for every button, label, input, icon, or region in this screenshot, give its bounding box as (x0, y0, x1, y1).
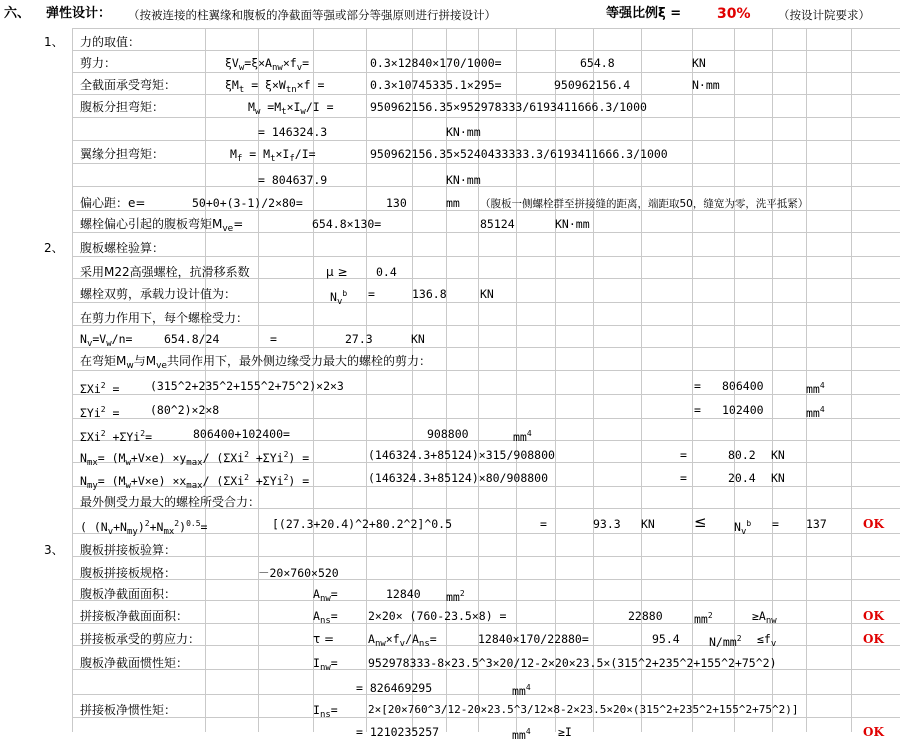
nmx-calc: (146324.3+85124)×315/908800 (368, 448, 555, 462)
flange-moment-calc: 950962156.35×5240433333.3/6193411666.3/1000 (370, 147, 668, 161)
resultant-cap-eq: = (772, 517, 779, 531)
resultant-cap-value: 137 (806, 517, 827, 531)
section-title: 弹性设计： (46, 6, 112, 21)
tau-ok-badge: OK (863, 632, 884, 646)
resultant-unit: KN (641, 517, 655, 531)
resultant-cap-symbol: $N_v^b$ (734, 519, 752, 537)
nmx-eq: = (680, 448, 687, 462)
ecc-value: 130 (386, 196, 407, 210)
nv-eq: = (270, 332, 277, 346)
ecc-unit: mm (446, 196, 460, 210)
sum-yi-calc: (80^2)×2×8 (150, 403, 220, 417)
inw-symbol: $I_{nw}=$ (313, 656, 338, 673)
resultant-ok-badge: OK (863, 517, 884, 531)
s2-number: 2、 (44, 241, 64, 255)
nmy-calc: (146324.3+85124)×80/908800 (368, 471, 549, 485)
s3-title: 腹板拼接板验算： (80, 543, 177, 557)
tau-calc: 12840×170/22880= (478, 632, 589, 646)
sum-xi-eq: = (694, 379, 701, 393)
tau-symbol: τ = (313, 632, 335, 646)
capacity-eq: = (368, 287, 375, 301)
ins-label: 拼接板净惯性矩： (80, 703, 177, 717)
resultant-eq: = (540, 517, 547, 531)
ecc-calc: 50+0+(3-1)/2×80= (192, 196, 303, 210)
capacity-symbol: $N_v^b$ (330, 289, 348, 307)
ans-calc: 2×20× (760-23.5×8) = (368, 609, 507, 623)
resultant-compare: ≤ (694, 513, 707, 531)
ecc-label: 偏心距：e= (80, 196, 146, 210)
resultant-title: 最外侧受力最大的螺栓所受合力： (80, 495, 261, 509)
sum-yi-eq: = (694, 403, 701, 417)
web-moment-label: 腹板分担弯矩： (80, 100, 165, 114)
nv-value: 27.3 (345, 332, 373, 346)
tau-unit: $N/mm^2$ (709, 634, 742, 649)
s3-number: 3、 (44, 543, 64, 557)
s2-title: 腹板螺栓验算： (80, 241, 165, 255)
inw-result: = 826469295 (356, 681, 433, 695)
capacity-label: 螺栓双剪，承载力设计值为： (80, 287, 237, 301)
section-note: （按被连接的柱翼缘和腹板的净截面等强或部分等强原则进行拼接设计） (128, 8, 496, 22)
ins-result: = 1210235257 (356, 725, 440, 739)
moment-label: 全截面承受弯矩： (80, 78, 177, 92)
ans-compare: $\ge A_{nw}$ (752, 609, 777, 626)
ratio-label: 等强比例ξ = (606, 6, 682, 21)
sum-xi-label: ΣXi$^2$ = (80, 381, 120, 396)
web-moment-unit: KN·mm (446, 125, 481, 139)
sum-yi-value: 102400 (722, 403, 764, 417)
sum-xi-calc: (315^2+235^2+155^2+75^2)×2×3 (150, 379, 344, 393)
inw-unit: $mm^4$ (512, 683, 531, 698)
tau-label: 拼接板承受的剪应力： (80, 632, 201, 646)
nmy-unit: KN (771, 471, 785, 485)
plate-spec-label: 腹板拼接板规格： (80, 566, 177, 580)
tau-compare: $\le f_v$ (757, 632, 777, 649)
shear-formula: $\xi V_w=\xi\times A_{nw}\times f_v=$ (225, 56, 310, 73)
capacity-unit: KN (480, 287, 494, 301)
bolt-label: 采用M22高强螺栓，抗滑移系数 (80, 265, 250, 279)
moment-unit: N·mm (692, 78, 720, 92)
shear-label: 剪力： (80, 56, 117, 70)
section-number: 六、 (4, 6, 31, 21)
ecc-moment-value: 85124 (480, 217, 515, 231)
ans-symbol: $A_{ns}=$ (313, 609, 338, 626)
shear-value: 654.8 (580, 56, 615, 70)
nv-calc: 654.8/24 (164, 332, 220, 346)
moment-bolt-title: 在弯矩$M_w$与$M_{ve}$共同作用下，最外侧边缘受力最大的螺栓的剪力： (80, 354, 431, 371)
shear-title: 在剪力作用下，每个螺栓受力： (80, 311, 249, 325)
sum-xy-unit: $mm^4$ (513, 429, 532, 444)
ecc-moment-label: 螺栓偏心引起的腹板弯矩$M_{ve}=$ (80, 217, 244, 234)
resultant-formula: ( $(N_v+N_{my})^2+N_{mx}^2)^{0.5}=$ (80, 519, 208, 537)
flange-moment-unit: KN·mm (446, 173, 481, 187)
nmx-value: 80.2 (728, 448, 756, 462)
bolt-mu: μ ≥ (326, 265, 348, 279)
ins-calc: 2×[20×760^3/12-20×23.5^3/12×8-2×23.5×20×(315^2+235^2+155^2+75^2)] (368, 703, 799, 716)
ins-compare: ≥I (558, 725, 572, 739)
nv-formula: $N_v=V_w/n=$ (80, 332, 133, 349)
moment-value: 950962156.4 (554, 78, 631, 92)
moment-calc: 0.3×10745335.1×295= (370, 78, 502, 92)
web-moment-result: = 146324.3 (258, 125, 328, 139)
ratio-note: （按设计院要求） (778, 8, 870, 22)
inw-label: 腹板净截面惯性矩： (80, 656, 189, 670)
ans-unit: $mm^2$ (694, 611, 713, 626)
s1-number: 1、 (44, 35, 64, 49)
anw-label: 腹板净截面面积： (80, 587, 177, 601)
ecc-note: （腹板一侧螺栓群至拼接缝的距离，端距取50，缝宽为零，洗平抵紧） (480, 198, 809, 210)
nv-unit: KN (411, 332, 425, 346)
flange-moment-formula: $M_f = M_t\times I_f/I=$ (230, 147, 316, 164)
sum-xy-calc: 806400+102400= (193, 427, 290, 441)
capacity-value: 136.8 (412, 287, 447, 301)
tau-formula: $A_{nw}\times f_v/A_{ns}=$ (368, 632, 437, 649)
sum-xi-unit: $mm^4$ (806, 381, 825, 396)
nmx-formula: $N_{mx}= (M_w+V\times e) \times y_{max}/$ (ΣXi$^2$ +ΣYi$^2$) = (80, 450, 310, 468)
nmy-formula: $N_{my}= (M_w+V\times e) \times x_{max}/$ (ΣXi$^2$ +ΣYi$^2$) = (80, 473, 310, 491)
sum-xi-value: 806400 (722, 379, 764, 393)
anw-unit: $mm^2$ (446, 589, 465, 604)
anw-value: 12840 (386, 587, 421, 601)
plate-spec-value: －20×760×520 (258, 566, 339, 580)
ans-value: 22880 (628, 609, 663, 623)
ecc-moment-unit: KN·mm (555, 217, 590, 231)
ratio-value: 30% (717, 6, 751, 22)
resultant-calc: [(27.3+20.4)^2+80.2^2]^0.5 (272, 517, 453, 531)
bolt-mu-value: 0.4 (376, 265, 397, 279)
sum-yi-unit: $mm^4$ (806, 405, 825, 420)
shear-unit: KN (692, 56, 706, 70)
web-moment-formula: $M_w =M_t\times I_w/I$ = (248, 100, 334, 117)
nmy-eq: = (680, 471, 687, 485)
sum-yi-label: ΣYi$^2$ = (80, 405, 120, 420)
moment-formula: $\xi M_t = \xi\times W_{tn}\times f$ = (225, 78, 325, 95)
nmx-unit: KN (771, 448, 785, 462)
s1-title: 力的取值： (80, 35, 141, 49)
flange-moment-result: = 804637.9 (258, 173, 328, 187)
sum-xy-value: 908800 (427, 427, 469, 441)
ans-ok-badge: OK (863, 609, 884, 623)
web-moment-calc: 950962156.35×952978333/6193411666.3/1000 (370, 100, 647, 114)
ins-ok-badge: OK (863, 725, 884, 739)
anw-symbol: $A_{nw}=$ (313, 587, 338, 604)
tau-value: 95.4 (652, 632, 680, 646)
ins-symbol: $I_{ns}=$ (313, 703, 338, 720)
nmy-value: 20.4 (728, 471, 756, 485)
sum-xy-label: ΣXi$^2$ +ΣYi$^2$= (80, 429, 152, 444)
inw-calc: 952978333-8×23.5^3×20/12-2×20×23.5×(315^2+235^2+155^2+75^2) (368, 656, 777, 670)
flange-moment-label: 翼缘分担弯矩： (80, 147, 165, 161)
shear-calc: 0.3×12840×170/1000= (370, 56, 502, 70)
ecc-moment-calc: 654.8×130= (312, 217, 382, 231)
ins-unit: $mm^4$ (512, 727, 531, 742)
resultant-value: 93.3 (593, 517, 621, 531)
ans-label: 拼接板净截面面积： (80, 609, 189, 623)
